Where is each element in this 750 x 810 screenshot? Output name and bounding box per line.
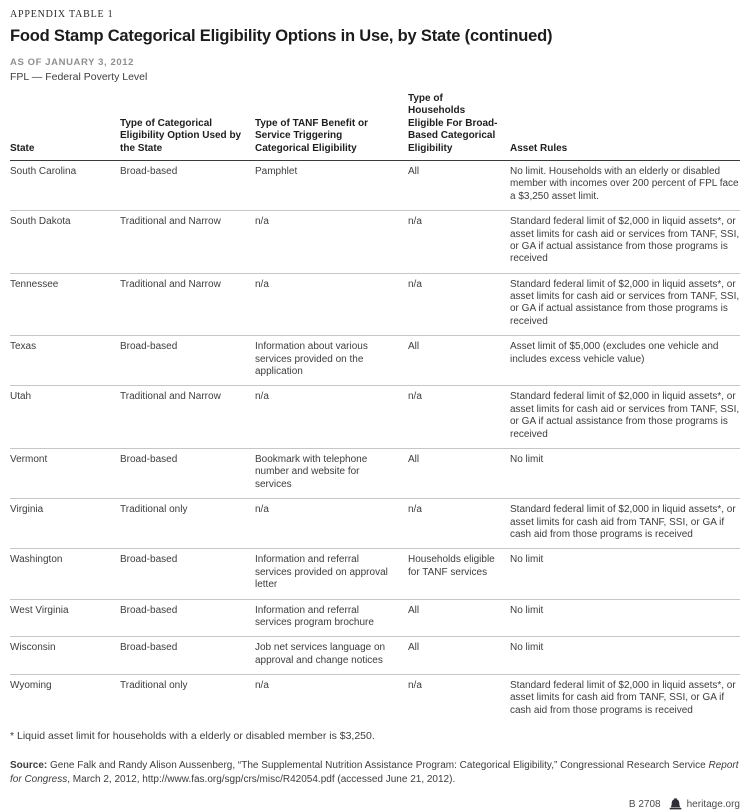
cell-asset-rules: No limit [510,599,740,637]
table-body [10,160,740,724]
cell-trigger: Pamphlet [255,160,408,210]
cell-option: Broad-based [120,637,255,675]
table-row [10,160,740,210]
cell-trigger: n/a [255,499,408,549]
liberty-bell-icon [669,798,682,810]
document-code: B 2708 [628,798,661,810]
col-header-asset-rules: Asset Rules [510,93,740,160]
table-row [10,273,740,336]
col-header-household-type: Type of Households Eligible For Broad-Based Categorical Eligibility [408,93,510,160]
table-row [10,211,740,274]
source-text-after: , March 2, 2012, http://www.fas.org/sgp/crs/misc/R42054.pdf (accessed June 21, 2012). [67,774,456,786]
cell-option: Broad-based [120,549,255,599]
table-header-row [10,93,740,160]
cell-households: All [408,599,510,637]
cell-trigger: Information about various services provided on the application [255,336,408,386]
cell-trigger: n/a [255,386,408,449]
table-row [10,599,740,637]
col-header-option-type: Type of Categorical Eligibility Option Used by the State [120,93,255,160]
cell-asset-rules: Standard federal limit of $2,000 in liquid assets*, or asset limits for cash aid or services from TANF, SSI, or GA if actual assistance from those programs is received [510,273,740,336]
source-report-title: Report for Congress [10,760,739,786]
cell-asset-rules: Standard federal limit of $2,000 in liquid assets*, or asset limits for cash aid or services from TANF, SSI, or GA if actual assistance from those programs is received [510,211,740,274]
cell-state: South Carolina [10,160,120,210]
cell-state: Virginia [10,499,120,549]
cell-trigger: n/a [255,273,408,336]
footer-brand-row [10,798,740,810]
cell-asset-rules: Standard federal limit of $2,000 in liquid assets*, or asset limits for cash aid from TANF, SSI, or GA if cash aid from those programs is received [510,499,740,549]
cell-option: Traditional only [120,680,188,692]
table-row [10,499,740,549]
table-row [10,448,740,498]
cell-option: Traditional and Narrow [120,273,255,336]
table-row [10,549,740,599]
cell-households: n/a [408,499,510,549]
col-header-tanf-trigger: Type of TANF Benefit or Service Triggering Categorical Eligibility [255,93,408,160]
cell-asset-rules: No limit [510,549,740,599]
cell-asset-rules: No limit [510,637,740,675]
as-of-date: AS OF JANUARY 3, 2012 [10,57,135,68]
cell-option: Traditional and Narrow [120,211,255,274]
cell-trigger: Bookmark with telephone number and website for services [255,448,408,498]
cell-state: West Virginia [10,599,120,637]
cell-trigger: n/a [255,211,408,274]
cell-state: Vermont [10,448,120,498]
cell-state: South Dakota [10,211,120,274]
source-label: Source: [10,760,48,772]
cell-households: All [408,637,510,675]
appendix-label: APPENDIX TABLE 1 [10,9,114,20]
cell-option: Broad-based [120,336,255,386]
cell-trigger: Information and referral services provided on approval letter [255,549,408,599]
table-row [10,637,740,675]
brand-url: heritage.org [686,798,740,810]
cell-asset-rules: Asset limit of $5,000 (excludes one vehicle and includes excess vehicle value) [510,336,740,386]
cell-asset-rules: Standard federal limit of $2,000 in liquid assets*, or asset limits for cash aid from TANF, SSI, or GA if cash aid from those programs is received [510,680,736,716]
cell-state: Washington [10,549,120,599]
cell-households: All [408,448,510,498]
col-header-state: State [10,93,120,160]
abbreviation-note: FPL — Federal Poverty Level [10,71,148,83]
table-row [10,386,740,449]
cell-households: n/a [408,211,510,274]
cell-state: Wyoming [10,680,52,692]
cell-trigger: Information and referral services program brochure [255,599,408,637]
cell-households: n/a [408,273,510,336]
cell-state: Tennessee [10,273,120,336]
cell-option: Broad-based [120,160,255,210]
source-citation [10,759,740,787]
cell-households: All [408,336,510,386]
cell-option: Traditional and Narrow [120,386,255,449]
cell-asset-rules: No limit. Households with an elderly or disabled member with incomes over 200 percent of FPL face a $3,250 asset limit. [510,160,740,210]
cell-trigger: n/a [255,680,269,692]
eligibility-table [10,93,740,724]
cell-state: Utah [10,386,120,449]
cell-state: Texas [10,336,120,386]
cell-option: Traditional only [120,499,255,549]
cell-option: Broad-based [120,599,255,637]
cell-option: Broad-based [120,448,255,498]
page-title: Food Stamp Categorical Eligibility Options in Use, by State (continued) [10,27,553,45]
cell-state: Wisconsin [10,637,120,675]
table-header [10,93,740,160]
table-row [10,336,740,386]
cell-households: n/a [408,680,422,692]
source-text: Gene Falk and Randy Alison Aussenberg, “The Supplemental Nutrition Assistance Program: Categorical Eligibility,” Congressional Research Service [47,760,709,772]
table-footnote: * Liquid asset limit for households with a elderly or disabled member is $3,250. [10,730,375,743]
table-row [10,675,740,725]
cell-asset-rules: Standard federal limit of $2,000 in liquid assets*, or asset limits for cash aid or services from TANF, SSI, or GA if actual assistance from those programs is received [510,386,740,449]
cell-asset-rules: No limit [510,448,740,498]
cell-households: n/a [408,386,510,449]
cell-households: All [408,160,510,210]
cell-trigger: Job net services language on approval and change notices [255,637,408,675]
cell-households: Households eligible for TANF services [408,549,510,599]
